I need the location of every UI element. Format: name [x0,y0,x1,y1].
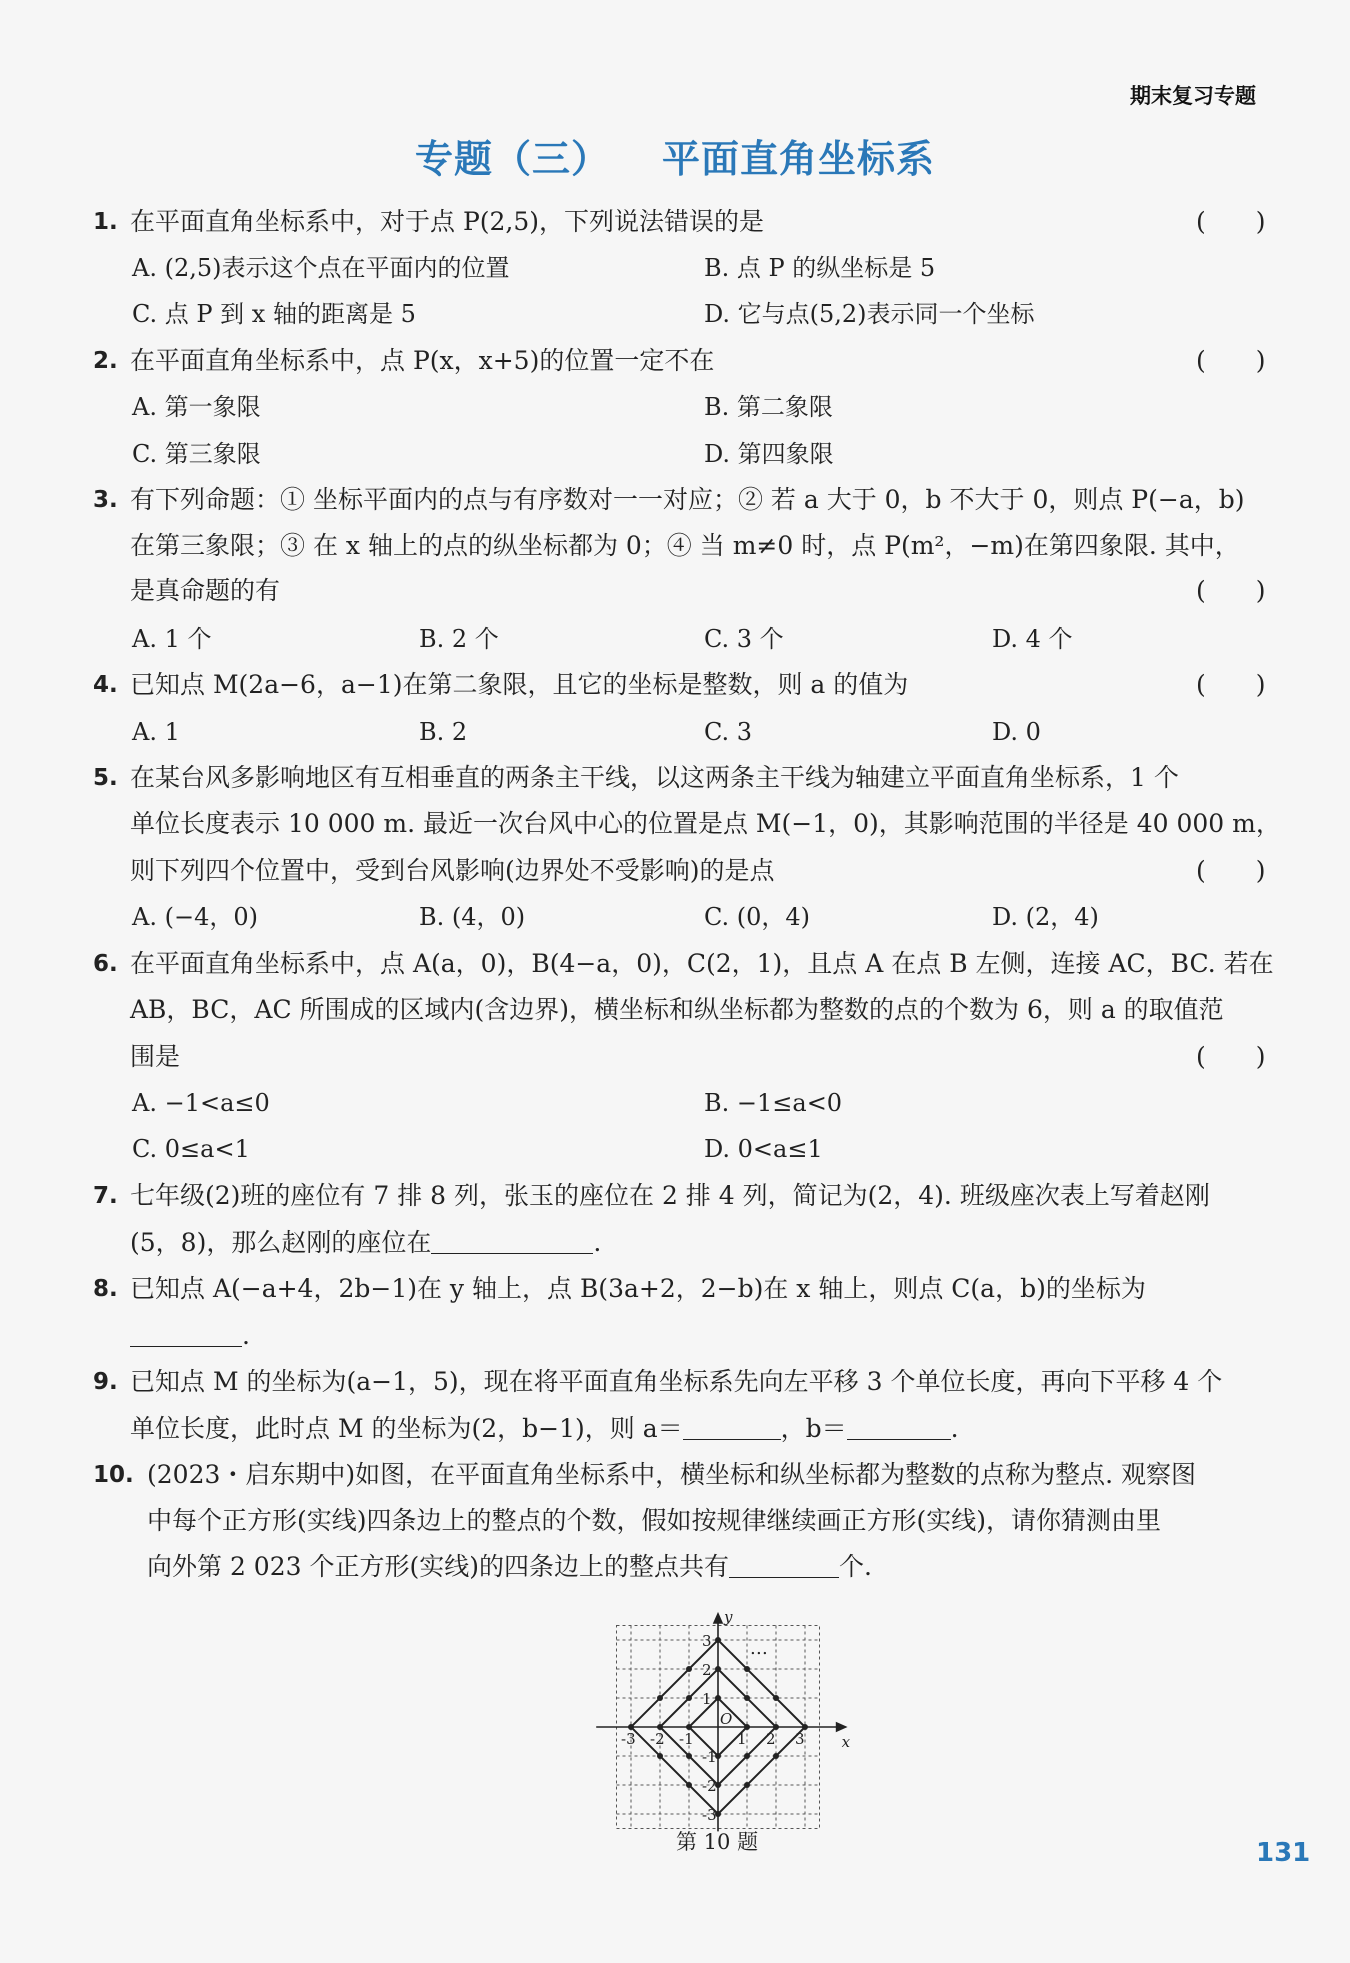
page-title [0,128,1350,183]
origin-label: O [720,1710,733,1728]
q5-option-a: A. (−4，0) [132,903,258,931]
q2-option-a: A. 第一象限 [132,393,261,421]
q1-option-c: C. 点 P 到 x 轴的距离是 5 [132,300,416,328]
q5-answer-bracket[interactable]: ( ) [1196,856,1266,885]
title-right: 平面直角坐标系 [662,137,936,181]
y-tick-label: 1 [702,1690,712,1708]
integer-point [715,1666,721,1672]
q3-line2: 在第三象限；③ 在 x 轴上的点的纵坐标都为 0；④ 当 m≠0 时，点 P(m²，−m)在第四象限. 其中， [130,531,1240,560]
q5-line3: 则下列四个位置中，受到台风影响(边界处不受影响)的是点 [130,856,775,885]
q7-number: 7. [93,1183,118,1209]
x-tick-label: -3 [621,1730,636,1748]
q7-answer-blank[interactable] [431,1229,593,1254]
page-number: 131 [1256,1838,1311,1868]
q7-line1: 七年级(2)班的座位有 7 排 8 列，张玉的座位在 2 排 4 列，简记为(2，4). 班级座次表上写着赵刚 [130,1181,1210,1210]
q6-option-c: C. 0≤a<1 [132,1135,250,1163]
q2-option-c: C. 第三象限 [132,440,261,468]
q2-option-b: B. 第二象限 [704,393,833,421]
q3-option-c: C. 3 个 [704,625,784,653]
y-tick-label: -1 [702,1748,717,1766]
integer-point [715,1695,721,1701]
q10-number: 10. [93,1462,134,1488]
q3-option-a: A. 1 个 [132,625,212,653]
q3-line1: 有下列命题：① 坐标平面内的点与有序数对一一对应；② 若 a 大于 0，b 不大于 0，则点 P(−a，b) [130,485,1245,514]
integer-point [686,1753,692,1759]
q4-option-d: D. 0 [992,718,1041,746]
q4-number: 4. [93,672,118,698]
q9-line1: 已知点 M 的坐标为(a−1，5)，现在将平面直角坐标系先向左平移 3 个单位长度，再向下平移 4 个 [130,1367,1223,1396]
x-tick-label: 1 [737,1730,747,1748]
q8-line1: 已知点 A(−a+4，2b−1)在 y 轴上，点 B(3a+2，2−b)在 x 轴上，则点 C(a，b)的坐标为 [130,1274,1146,1303]
q10-answer-blank[interactable] [729,1553,839,1578]
q3-line3: 是真命题的有 [130,576,281,605]
q9-answer-blank-b[interactable] [847,1415,951,1440]
q3-number: 3. [93,487,118,513]
q8-answer-blank[interactable] [130,1322,242,1347]
x-axis-label: x [841,1733,851,1751]
integer-point [657,1753,663,1759]
q10-line3: 向外第 2 023 个正方形(实线)的四条边上的整点共有 个. [147,1552,872,1581]
q6-line2: AB，BC，AC 所围成的区域内(含边界)，横坐标和纵坐标都为整数的点的个数为 6，则 a 的取值范 [130,995,1224,1024]
q1-stem: 在平面直角坐标系中，对于点 P(2,5)，下列说法错误的是 [130,207,765,236]
q1-option-a: A. (2,5)表示这个点在平面内的位置 [132,254,510,282]
q6-number: 6. [93,951,118,977]
q6-answer-bracket[interactable]: ( ) [1196,1042,1266,1071]
integer-point [744,1753,750,1759]
q9-line2: 单位长度，此时点 M 的坐标为(2，b−1)，则 a＝ ，b＝ . [130,1414,959,1443]
x-axis-arrow [837,1723,846,1731]
q2-answer-bracket[interactable]: ( ) [1196,346,1266,375]
q3-option-b: B. 2 个 [419,625,499,653]
q1-answer-bracket[interactable]: ( ) [1196,207,1266,236]
integer-point [686,1695,692,1701]
q4-option-b: B. 2 [419,718,468,746]
integer-point [686,1782,692,1788]
q6-option-d: D. 0<a≤1 [704,1135,823,1163]
q6-line3: 围是 [130,1042,181,1071]
y-axis-arrow [714,1614,722,1623]
y-tick-label: -3 [702,1806,717,1824]
y-tick-label: 2 [702,1661,712,1679]
title-left: 专题（三） [414,137,610,181]
q5-option-b: B. (4，0) [419,903,526,931]
x-tick-label: -2 [650,1730,665,1748]
q8-line2: . [130,1321,250,1351]
q7-line2: (5，8)，那么赵刚的座位在 . [130,1228,602,1257]
coordinate-figure [600,1592,851,1824]
y-tick-label: -2 [702,1777,717,1795]
q9-number: 9. [93,1369,118,1395]
q5-option-c: C. (0，4) [704,903,811,931]
integer-point [773,1753,779,1759]
figure-caption: 第 10 题 [676,1830,759,1854]
integer-point [773,1695,779,1701]
integer-point [744,1782,750,1788]
integer-point [744,1666,750,1672]
q6-option-a: A. −1<a≤0 [132,1089,270,1117]
q10-line1: (2023・启东期中)如图，在平面直角坐标系中，横坐标和纵坐标都为整数的点称为整点. 观察图 [147,1460,1197,1489]
integer-point [715,1637,721,1643]
q5-line2: 单位长度表示 10 000 m. 最近一次台风中心的位置是点 M(−1，0)，其影响范围的半径是 40 000 m， [130,809,1281,838]
q5-option-d: D. (2，4) [992,903,1099,931]
q2-stem: 在平面直角坐标系中，点 P(x，x+5)的位置一定不在 [130,346,715,375]
q4-answer-bracket[interactable]: ( ) [1196,670,1266,699]
q2-option-d: D. 第四象限 [704,440,834,468]
x-tick-label: -1 [679,1730,694,1748]
y-axis-label: y [724,1607,733,1626]
continuation-dots: … [749,1638,768,1659]
section-header: 期末复习专题 [1130,84,1256,108]
q4-stem: 已知点 M(2a−6，a−1)在第二象限，且它的坐标是整数，则 a 的值为 [130,670,909,699]
integer-point [686,1666,692,1672]
integer-point [744,1695,750,1701]
q5-line1: 在某台风多影响地区有互相垂直的两条主干线，以这两条主干线为轴建立平面直角坐标系，1 个 [130,763,1179,792]
q1-option-d: D. 它与点(5,2)表示同一个坐标 [704,300,1035,328]
q8-number: 8. [93,1276,118,1302]
q1-number: 1. [93,209,118,235]
x-tick-label: 2 [766,1730,776,1748]
q3-answer-bracket[interactable]: ( ) [1196,576,1266,605]
integer-point [657,1695,663,1701]
q9-answer-blank-a[interactable] [683,1415,781,1440]
q4-option-a: A. 1 [132,718,180,746]
q6-option-b: B. −1≤a<0 [704,1089,843,1117]
q10-line2: 中每个正方形(实线)四条边上的整点的个数，假如按规律继续画正方形(实线)，请你猜测由里 [147,1506,1162,1535]
q3-option-d: D. 4 个 [992,625,1073,653]
q1-option-b: B. 点 P 的纵坐标是 5 [704,254,936,282]
x-tick-label: 3 [795,1730,805,1748]
q2-number: 2. [93,348,118,374]
y-tick-label: 3 [702,1632,712,1650]
q5-number: 5. [93,765,118,791]
q6-line1: 在平面直角坐标系中，点 A(a，0)，B(4−a，0)，C(2，1)，且点 A 在点 B 左侧，连接 AC，BC. 若在 [130,949,1274,978]
q4-option-c: C. 3 [704,718,753,746]
